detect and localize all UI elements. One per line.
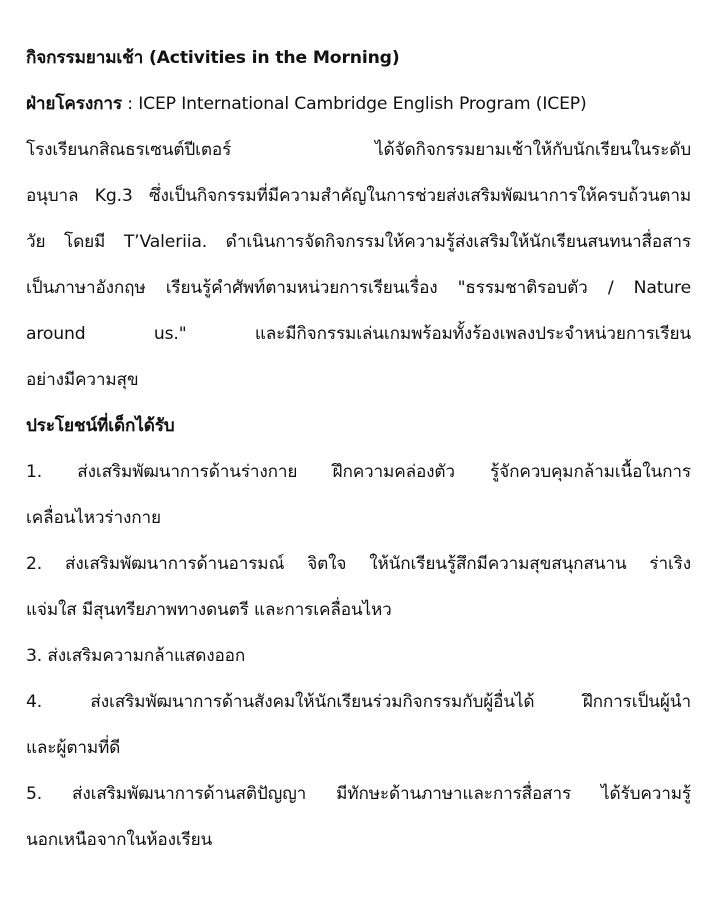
- benefit-line: แจ่มใส มีสุนทรียภาพทางดนตรี และการเคลื่อนไหว: [26, 600, 392, 620]
- intro-line: อย่างมีความสุข: [26, 370, 139, 390]
- department-value: : ICEP International Cambridge English Program (ICEP): [121, 94, 587, 114]
- intro-line: อนุบาล Kg.3 ซึ่งเป็นกิจกรรมที่มีความสำคัญในการช่วยส่งเสริมพัฒนาการให้ครบถ้วนตาม: [26, 186, 691, 206]
- intro-line: วัย โดยมี T’Valeriia. ดำเนินการจัดกิจกรรมให้ความรู้ส่งเสริมให้นักเรียนสนทนาสื่อสาร: [26, 232, 691, 252]
- intro-line: โรงเรียนกสิณธรเซนต์ปีเตอร์ ได้จัดกิจกรรมยามเช้าให้กับนักเรียนในระดับ: [26, 140, 691, 160]
- intro-line: เป็นภาษาอังกฤษ เรียนรู้คำศัพท์ตามหน่วยการเรียนเรื่อง "ธรรมชาติรอบตัว / Nature: [26, 278, 691, 298]
- document-title: กิจกรรมยามเช้า (Activities in the Morning): [26, 48, 400, 68]
- benefit-line: และผู้ตามที่ดี: [26, 738, 121, 758]
- benefit-line: 4. ส่งเสริมพัฒนาการด้านสังคมให้นักเรียนร่วมกิจกรรมกับผู้อื่นได้ ฝึกการเป็นผู้นำ: [26, 692, 691, 712]
- benefit-line: 1. ส่งเสริมพัฒนาการด้านร่างกาย ฝึกความคล่องตัว รู้จักควบคุมกล้ามเนื้อในการ: [26, 462, 691, 482]
- intro-line: around us." และมีกิจกรรมเล่นเกมพร้อมทั้งร้องเพลงประจำหน่วยการเรียน: [26, 324, 691, 344]
- benefit-line: เคลื่อนไหวร่างกาย: [26, 508, 161, 528]
- benefit-line: นอกเหนือจากในห้องเรียน: [26, 830, 213, 850]
- benefits-heading: ประโยชน์ที่เด็กได้รับ: [26, 416, 175, 436]
- benefit-line: 3. ส่งเสริมความกล้าแสดงออก: [26, 646, 246, 666]
- department-label: ฝ่ายโครงการ: [26, 94, 122, 114]
- department-line: [26, 81, 691, 127]
- benefit-line: 2. ส่งเสริมพัฒนาการด้านอารมณ์ จิตใจ ให้นักเรียนรู้สึกมีความสุขสนุกสนาน ร่าเริง: [26, 554, 691, 574]
- benefit-line: 5. ส่งเสริมพัฒนาการด้านสติปัญญา มีทักษะด้านภาษาและการสื่อสาร ได้รับความรู้: [26, 784, 691, 804]
